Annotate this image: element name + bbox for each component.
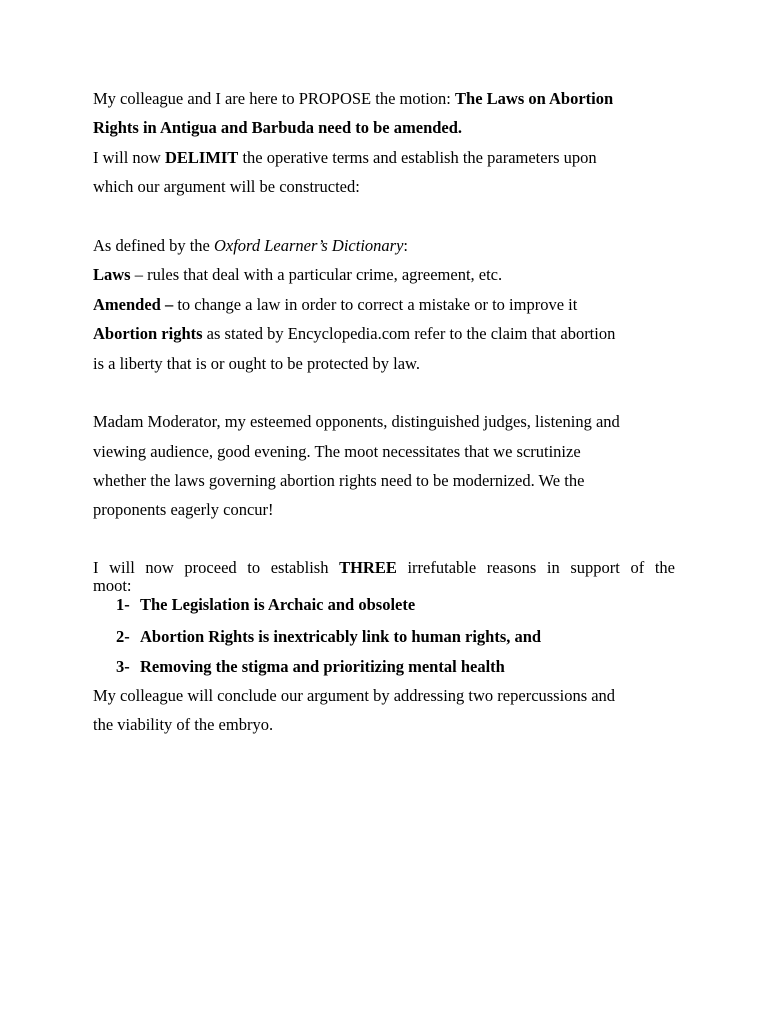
reason-number: 2- <box>116 627 130 647</box>
definition-abortion-rights-2: is a liberty that is or ought to be protected by law. <box>93 353 421 373</box>
reason-item <box>93 595 675 622</box>
def-amended: to change a law in order to correct a mistake or to improve it <box>173 294 578 314</box>
reasons-intro-end: moot: <box>93 576 132 596</box>
reason-item <box>93 622 675 651</box>
motion-title-part-1: The Laws on Abortion <box>455 89 614 108</box>
greeting-line-3: whether the laws governing abortion rights need to be modernized. We the <box>93 471 585 491</box>
term-laws: Laws <box>93 265 131 285</box>
def-laws: – rules that deal with a particular crime, agreement, etc. <box>130 265 503 285</box>
term-abortion-rights: Abortion rights <box>93 324 203 344</box>
motion-lead: My colleague and I are here to PROPOSE the motion: <box>93 89 456 108</box>
conclusion-line-1: My colleague will conclude our argument by addressing two repercussions and <box>93 686 616 706</box>
reasons-count: THREE <box>339 558 397 578</box>
reason-number: 3- <box>116 656 130 676</box>
def-abortion-rights-a: as stated by Encyclopedia.com refer to the claim that abortion <box>202 324 616 344</box>
conclusion-line-2: the viability of the embryo. <box>93 715 274 735</box>
paragraph-spacer <box>93 378 675 407</box>
definition-laws <box>93 260 675 289</box>
reasons-intro <box>93 554 675 577</box>
delimit-line-2: which our argument will be constructed: <box>93 177 360 197</box>
definitions-lead-colon: : <box>403 235 409 255</box>
definition-abortion-rights-1 <box>93 319 675 348</box>
reason-item <box>93 652 675 681</box>
motion-line-2 <box>93 113 675 142</box>
reason-text: Removing the stigma and prioritizing mental health <box>140 656 505 676</box>
greeting-line-2: viewing audience, good evening. The moot necessitates that we scrutinize <box>93 441 581 461</box>
motion-line-1 <box>93 84 675 113</box>
definition-amended <box>93 290 675 319</box>
delimit-keyword: DELIMIT <box>164 147 239 167</box>
reason-text: The Legislation is Archaic and obsolete <box>140 595 416 615</box>
definitions-lead-text: As defined by the <box>93 235 214 255</box>
definitions-lead <box>93 231 675 260</box>
reasons-intro-lead: I will now proceed to establish <box>93 558 340 578</box>
delimit-lead: I will now <box>93 147 165 167</box>
reason-text: Abortion Rights is inextricably link to human rights, and <box>140 627 542 647</box>
paragraph-spacer <box>93 525 675 554</box>
paragraph-spacer <box>93 202 675 231</box>
reasons-list <box>93 595 675 681</box>
greeting-line-1: Madam Moderator, my esteemed opponents, distinguished judges, listening and <box>93 412 620 432</box>
dictionary-name: Oxford Learner’s Dictionary <box>213 235 404 255</box>
delimit-rest: the operative terms and establish the parameters upon <box>238 147 597 167</box>
reasons-intro-rest: irrefutable reasons in support of the <box>396 558 675 578</box>
greeting-line-4: proponents eagerly concur! <box>93 500 274 520</box>
motion-title-part-2: Rights in Antigua and Barbuda need to be amended. <box>93 118 463 138</box>
term-amended: Amended – <box>93 294 174 314</box>
reason-number: 1- <box>116 595 130 615</box>
document-page <box>93 84 675 740</box>
delimit-line-1 <box>93 143 675 172</box>
